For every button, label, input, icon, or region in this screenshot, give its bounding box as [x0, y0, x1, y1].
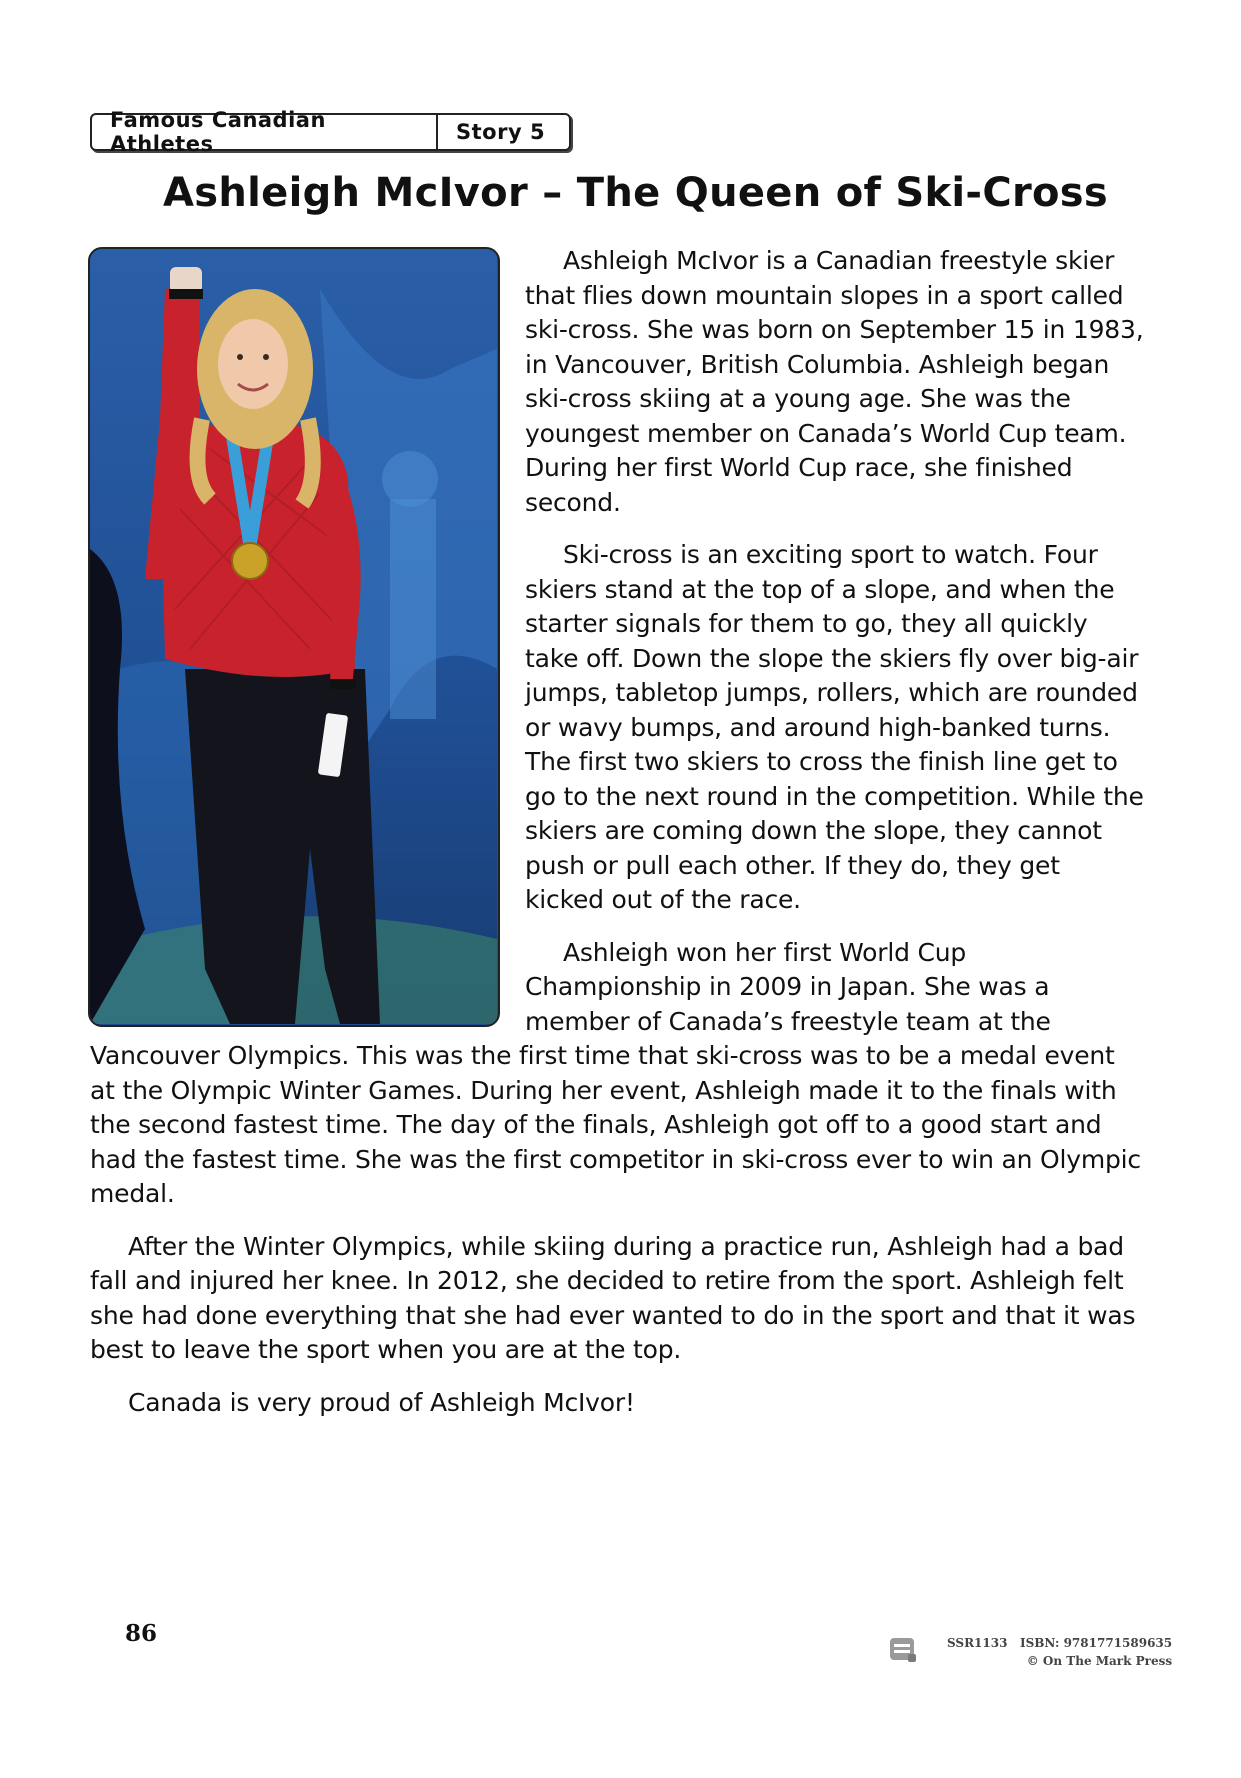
- copyright: © On The Mark Press: [1026, 1654, 1173, 1668]
- story-number-tab: Story 5: [436, 113, 571, 151]
- product-code: SSR1133: [947, 1636, 1008, 1650]
- page-title: Ashleigh McIvor – The Queen of Ski-Cross: [162, 170, 1109, 216]
- story-paragraph: Canada is very proud of Ashleigh McIvor!: [128, 1387, 635, 1417]
- story-paragraph: Ski-cross is an exciting sport to watch. Four skiers stand at the top of a slope, and when the starter signals for them to go, they all quickly take off. Down the slope the skiers fly over big-air jumps, tabletop jumps, rollers, which are rounded or wavy bumps, and around high-banked turns. The first two skiers to cross the finish line get to go to the next round in the competition. While the skiers are coming down the slope, they cannot push or pull each other. If they do, they get kicked out of the race.: [525, 540, 1144, 914]
- story-body: [90, 244, 1145, 1438]
- story-header-tabs: [90, 108, 571, 156]
- footer-publication-info: [947, 1634, 1172, 1670]
- series-tab: Famous Canadian Athletes: [90, 113, 438, 151]
- story-paragraph: Ashleigh McIvor is a Canadian freestyle skier that flies down mountain slopes in a sport called ski-cross. She was born on September 15 in 1983, in Vancouver, British Columbia. Ashleigh began ski-cross skiing at a young age. She was the youngest member on Canada’s World Cup team. During her first World Cup race, she finished second.: [525, 246, 1144, 517]
- story-paragraph: After the Winter Olympics, while skiing during a practice run, Ashleigh had a bad fall and injured her knee. In 2012, she decided to retire from the sport. Ashleigh felt she had done everything that she had ever wanted to do in the sport and that it was best to leave the sport when you are at the top.: [90, 1231, 1136, 1364]
- isbn: ISBN: 9781771589635: [1020, 1636, 1173, 1650]
- footer-code-line: [947, 1634, 1172, 1652]
- story-paragraph: Ashleigh won her first World Cup Championship in 2009 in Japan. She was a member of Canada’s freestyle team at the Vancouver Olympics. This was the first time that ski-cross was to be a medal event at the Olympic Winter Games. During her event, Ashleigh made it to the finals with the second fastest time. The day of the finals, Ashleigh got off to a good start and had the fastest time. She was the first competitor in ski-cross ever to win an Olympic medal.: [90, 937, 1141, 1208]
- book-icon: [888, 1634, 918, 1664]
- photo-wrap-spacer: [90, 244, 525, 1022]
- page-number: 86: [125, 1620, 158, 1647]
